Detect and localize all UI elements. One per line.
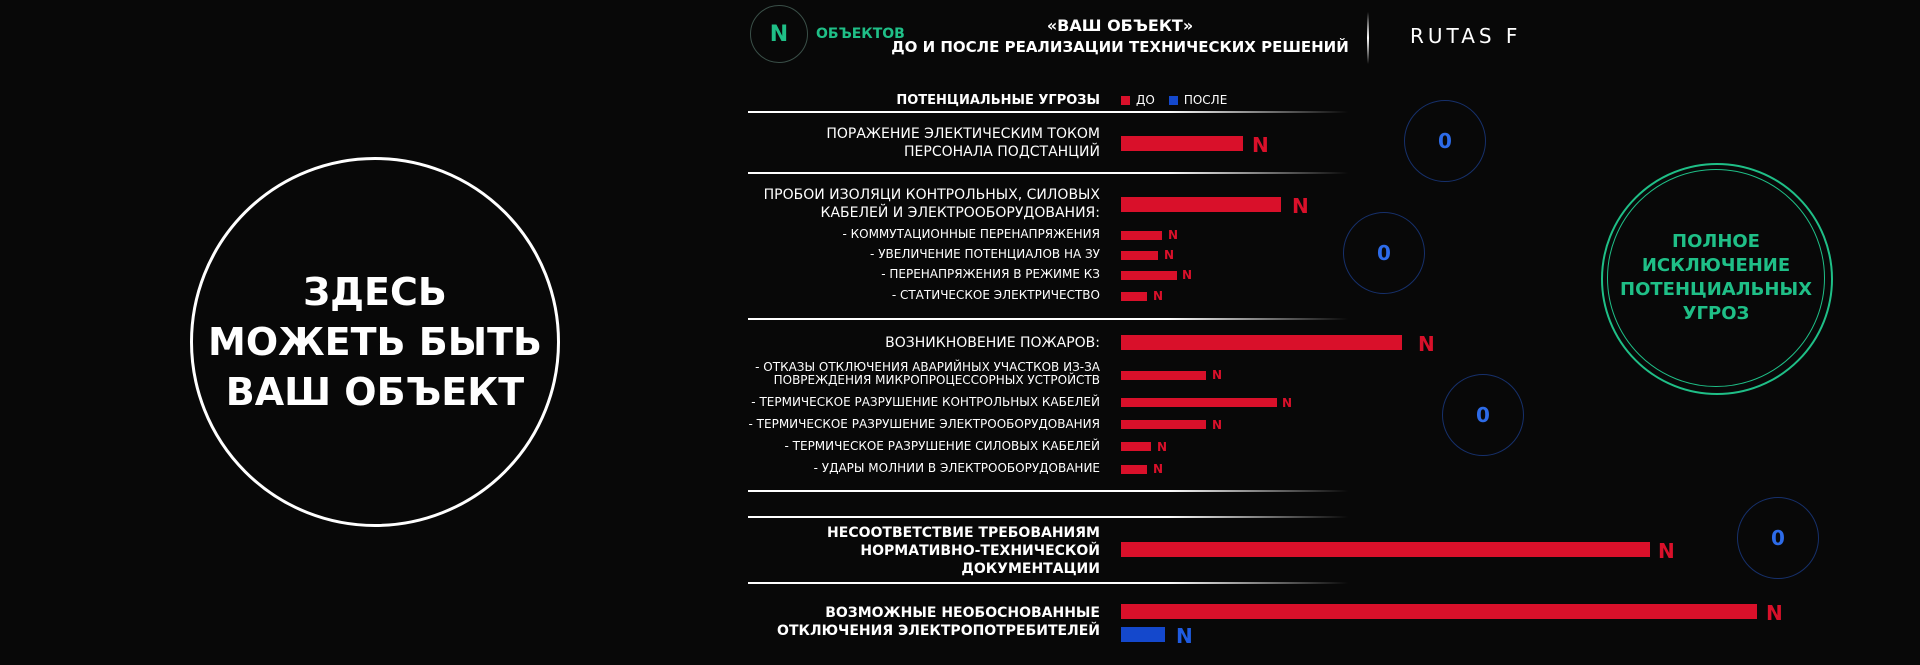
legend-after-swatch: [1169, 96, 1178, 105]
separator: [748, 172, 1348, 174]
after-zero-nonconformity: 0: [1737, 497, 1819, 579]
threat-subitem: - УВЕЛИЧЕНИЕ ПОТЕНЦИАЛОВ НА ЗУ: [870, 247, 1100, 261]
threat-subitem: - СТАТИЧЕСКОЕ ЭЛЕКТРИЧЕСТВО: [891, 288, 1100, 302]
value-subitem: N: [1212, 418, 1223, 432]
after-zero-electric-shock: 0: [1404, 100, 1486, 182]
threat-fires: [885, 334, 1100, 352]
threat-nonconformity: [827, 524, 1100, 578]
threat-subitem: - КОММУТАЦИОННЫЕ ПЕРЕНАПРЯЖЕНИЯ: [842, 227, 1100, 241]
threat-title-line: НЕСООТВЕТСТВИЕ ТРЕБОВАНИЯМ: [827, 525, 1100, 541]
legend: [1121, 93, 1227, 107]
page-title: «ВАШ ОБЪЕКТ»: [1046, 16, 1194, 35]
result-line-3: ПОТЕНЦИАЛЬНЫХ: [1620, 279, 1812, 300]
threat-title-line: ПЕРСОНАЛА ПОДСТАНЦИЙ: [904, 144, 1100, 160]
placeholder-line-2: МОЖЕТЬ БЫТЬ: [208, 320, 542, 364]
bar-subitem-before: [1121, 442, 1151, 451]
threat-subitem: - ПЕРЕНАПРЯЖЕНИЯ В РЕЖИМЕ КЗ: [881, 267, 1100, 281]
separator: [748, 490, 1348, 492]
placeholder-line-3: ВАШ ОБЪЕКТ: [225, 370, 525, 414]
brand-logo: RUTAS F: [1410, 24, 1522, 48]
objects-count-label: ОБЪЕКТОВ: [816, 26, 905, 42]
bar-unjustified-outages-before: [1121, 604, 1757, 619]
separator: [748, 516, 1348, 518]
threat-title-line: ПОРАЖЕНИЕ ЭЛЕКТИЧЕСКИМ ТОКОМ: [826, 126, 1100, 142]
bar-electric-shock-before: [1121, 136, 1243, 151]
threat-insulation-breakdown: [764, 186, 1100, 222]
after-zero-insulation: 0: [1343, 212, 1425, 294]
bar-subitem-before: [1121, 398, 1277, 407]
value-subitem: N: [1157, 440, 1168, 454]
separator: [748, 111, 1348, 113]
bar-nonconformity-before: [1121, 542, 1650, 557]
threat-title-line: КАБЕЛЕЙ И ЭЛЕКТРООБОРУДОВАНИЯ:: [820, 205, 1100, 221]
value-unjustified-outages-before: N: [1766, 601, 1783, 625]
value-subitem: N: [1212, 368, 1223, 382]
bar-subitem-before: [1121, 251, 1158, 260]
header-divider: [1367, 12, 1369, 64]
page-subtitle: ДО И ПОСЛЕ РЕАЛИЗАЦИИ ТЕХНИЧЕСКИХ РЕШЕНИЙ: [891, 38, 1349, 56]
bar-subitem-before: [1121, 231, 1162, 240]
threat-title-line: ВОЗНИКНОВЕНИЕ ПОЖАРОВ:: [885, 335, 1100, 351]
value-unjustified-outages-after: N: [1176, 624, 1193, 648]
value-nonconformity: N: [1658, 539, 1675, 563]
threat-subitem: - ТЕРМИЧЕСКОЕ РАЗРУШЕНИЕ КОНТРОЛЬНЫХ КАБЕЛЕЙ: [751, 395, 1100, 409]
bar-subitem-before: [1121, 271, 1177, 280]
value-insulation-breakdown: N: [1292, 194, 1309, 218]
objects-count-badge: N: [750, 5, 808, 63]
result-circle: [1607, 169, 1825, 387]
legend-before-swatch: [1121, 96, 1130, 105]
separator: [748, 582, 1348, 584]
threat-title-line: ОТКЛЮЧЕНИЯ ЭЛЕКТРОПОТРЕБИТЕЛЕЙ: [777, 623, 1100, 639]
threat-subitem-line: ПОВРЕЖДЕНИЯ МИКРОПРОЦЕССОРНЫХ УСТРОЙСТВ: [773, 373, 1100, 387]
value-electric-shock: N: [1252, 133, 1269, 157]
result-line-2: ИСКЛЮЧЕНИЕ: [1641, 255, 1791, 276]
value-fires: N: [1418, 332, 1435, 356]
bar-fires-before: [1121, 335, 1402, 350]
object-placeholder-circle: [190, 157, 560, 527]
value-subitem: N: [1164, 248, 1175, 262]
threat-subitem: [755, 361, 1100, 387]
value-subitem: N: [1282, 396, 1293, 410]
bar-subitem-before: [1121, 292, 1147, 301]
result-line-1: ПОЛНОЕ: [1672, 231, 1760, 252]
threat-title-line: ПРОБОИ ИЗОЛЯЦИ КОНТРОЛЬНЫХ, СИЛОВЫХ: [763, 187, 1100, 203]
threat-subitem: - ТЕРМИЧЕСКОЕ РАЗРУШЕНИЕ СИЛОВЫХ КАБЕЛЕЙ: [784, 439, 1100, 453]
column-header-threats: ПОТЕНЦИАЛЬНЫЕ УГРОЗЫ: [896, 93, 1100, 108]
bar-subitem-before: [1121, 420, 1206, 429]
separator: [748, 318, 1348, 320]
threat-subitem: - ТЕРМИЧЕСКОЕ РАЗРУШЕНИЕ ЭЛЕКТРООБОРУДОВАНИЯ: [748, 417, 1100, 431]
legend-before-label: ДО: [1136, 93, 1155, 107]
value-subitem: N: [1153, 462, 1164, 476]
placeholder-line-1: ЗДЕСЬ: [303, 270, 447, 314]
threat-title-line: ВОЗМОЖНЫЕ НЕОБОСНОВАННЫЕ: [825, 605, 1100, 621]
after-zero-fires: 0: [1442, 374, 1524, 456]
bar-insulation-breakdown-before: [1121, 197, 1281, 212]
threat-subitem: - УДАРЫ МОЛНИИ В ЭЛЕКТРООБОРУДОВАНИЕ: [813, 461, 1100, 475]
bar-unjustified-outages-after: [1121, 627, 1165, 642]
legend-after-label: ПОСЛЕ: [1183, 93, 1228, 107]
value-subitem: N: [1182, 268, 1193, 282]
value-subitem: N: [1168, 228, 1179, 242]
threat-title-line: ДОКУМЕНТАЦИИ: [961, 561, 1100, 577]
bar-subitem-before: [1121, 371, 1206, 380]
result-line-4: УГРОЗ: [1682, 303, 1750, 324]
threat-subitem-line: - ОТКАЗЫ ОТКЛЮЧЕНИЯ АВАРИЙНЫХ УЧАСТКОВ ИЗ-ЗА: [755, 360, 1100, 374]
bar-subitem-before: [1121, 465, 1147, 474]
threat-title-line: НОРМАТИВНО-ТЕХНИЧЕСКОЙ: [860, 543, 1100, 559]
threat-electric-shock: [826, 125, 1100, 161]
threat-unjustified-outages: [777, 604, 1100, 640]
value-subitem: N: [1153, 289, 1164, 303]
